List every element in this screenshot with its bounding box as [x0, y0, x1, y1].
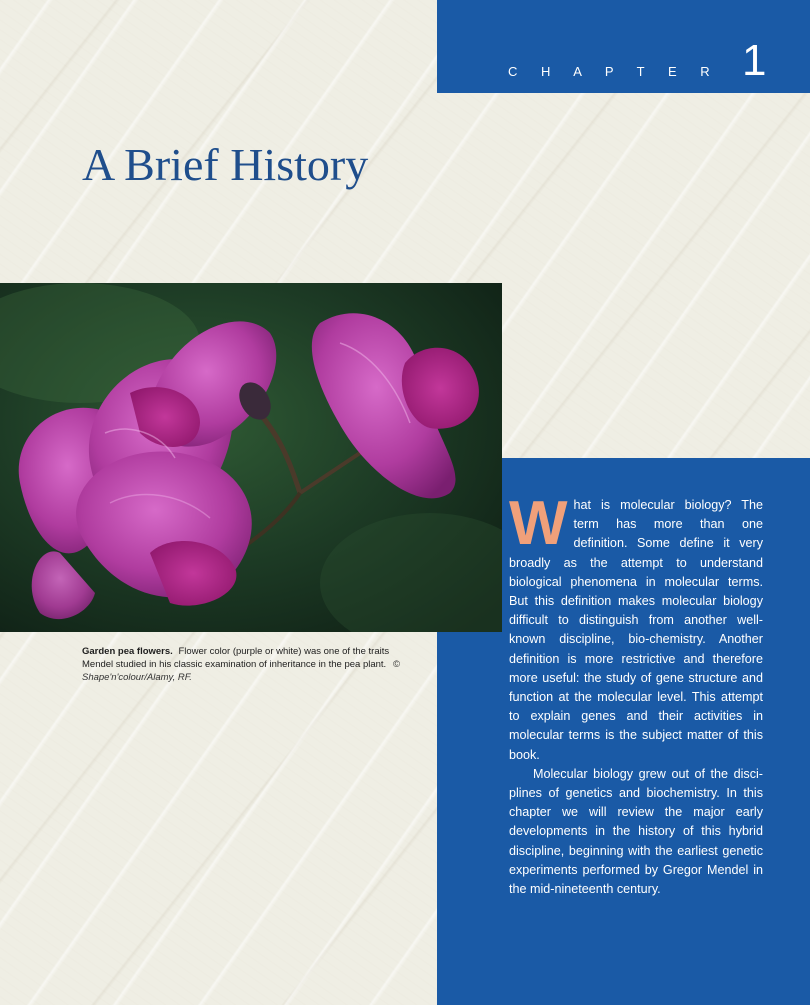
intro-paragraph-1	[509, 489, 763, 765]
pea-flower-photo	[0, 283, 502, 632]
chapter-title: A Brief History	[82, 139, 369, 190]
paragraph-1-text: hat is molecular biology? The term has more than one definition. Some define it very broadly as the attempt to understand biological phenomena in molecular terms. But this definition makes molecular biology difficult to distinguish from another well-known discipline, bio-chemistry. Another definition is more restrictive and therefore more useful: the study of gene structure and function at the molecular level. This attempt to explain genes and their activities in molecular terms is the subject matter of this book.	[509, 498, 763, 762]
intro-text	[509, 489, 763, 899]
caption-title: Garden pea flowers.	[82, 646, 173, 657]
caption-text: Flower color (purple or white) was one of the traits Mendel studied in his classic examination of inheritance in the pea plant.	[82, 646, 390, 670]
chapter-label: C H A P T E R	[508, 64, 720, 79]
drop-cap: W	[509, 489, 568, 558]
caption-credit: © Shape'n'colour/Alamy, RF.	[82, 659, 400, 683]
figure-caption	[82, 645, 412, 684]
intro-paragraph-2: Molecular biology grew out of the disci-plines of genetics and biochemistry. In this chapter we will review the major early developments in the history of this hybrid discipline, beginning with the earliest genetic experiments performed by Gregor Mendel in the mid-nineteenth century.	[509, 766, 763, 897]
chapter-number: 1	[742, 36, 767, 85]
